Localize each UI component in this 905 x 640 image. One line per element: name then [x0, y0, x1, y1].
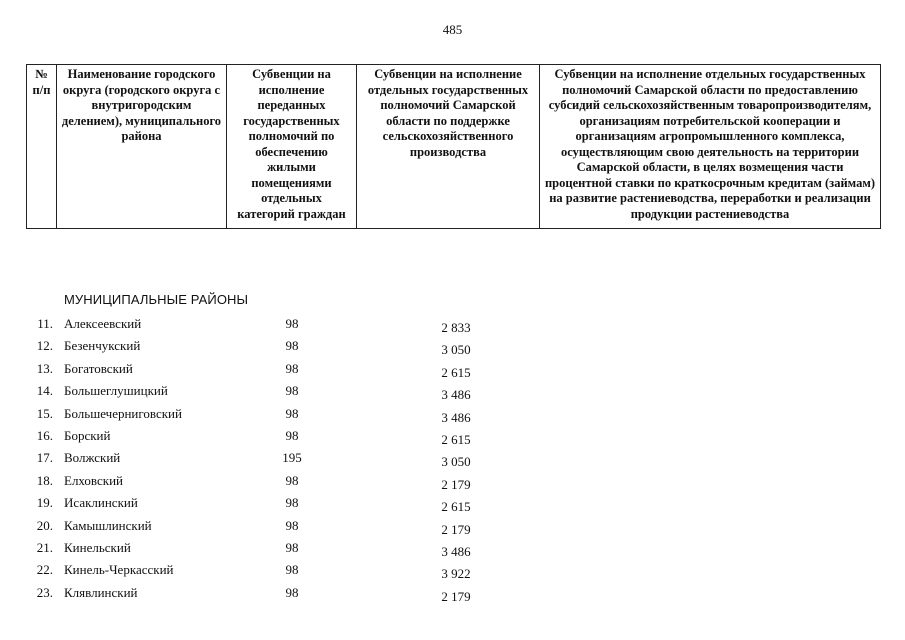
row-number: 21. — [36, 539, 53, 555]
row-name: Волжский — [64, 450, 121, 466]
row-agriculture-value: 2 833 — [441, 320, 471, 335]
row-housing-value: 98 — [285, 383, 299, 399]
section-title: МУНИЦИПАЛЬНЫЕ РАЙОНЫ — [64, 292, 249, 307]
table-row — [26, 582, 886, 604]
row-housing-value: 98 — [285, 495, 299, 511]
row-housing-value: 98 — [285, 316, 299, 331]
row-number: 17. — [36, 450, 53, 466]
row-name: Безенчукский — [64, 338, 141, 354]
table-row — [26, 358, 886, 380]
row-name: Камышлинский — [64, 517, 152, 533]
row-number: 22. — [36, 562, 53, 578]
row-agriculture-value: 2 179 — [441, 521, 471, 537]
row-housing-value: 98 — [285, 472, 299, 488]
row-number: 16. — [36, 427, 53, 443]
row-housing-value: 98 — [285, 427, 299, 443]
row-agriculture-value: 3 922 — [441, 566, 471, 582]
table-row — [26, 313, 886, 335]
row-agriculture-value: 3 486 — [441, 543, 471, 559]
row-agriculture-value: 2 615 — [441, 499, 471, 515]
row-agriculture-value: 2 615 — [441, 431, 471, 447]
row-name: Клявлинский — [64, 584, 138, 600]
row-number: 12. — [36, 338, 53, 354]
page-number: 485 — [442, 22, 463, 37]
table-row — [26, 515, 886, 537]
table-row — [26, 335, 886, 357]
table-row — [26, 537, 886, 559]
row-agriculture-value: 2 179 — [441, 588, 471, 604]
table-row — [26, 470, 886, 492]
table-row — [26, 425, 886, 447]
row-name: Борский — [64, 427, 111, 443]
row-number: 11. — [37, 316, 53, 331]
row-number: 23. — [36, 584, 53, 600]
row-number: 13. — [36, 360, 53, 376]
table-row — [26, 447, 886, 469]
row-housing-value: 195 — [282, 450, 302, 466]
column-header-name: Наименование городского округа (городского округа с внутригородским делением), муниципального района — [57, 65, 227, 229]
row-agriculture-value: 2 179 — [441, 476, 471, 492]
column-header-interest-subsidy: Субвенции на исполнение отдельных государственных полномочий Самарской области по предоставлению субсидий сельскохозяйственным товаропроизводителям, организациям потребительской кооперации и организациям агропромышленного комплекса, осуществляющим свою деятельность на территории Самарской области, в целях возмещения части процентной ставки по краткосрочным кредитам (займам) на развитие растениеводства, переработки и реализации продукции растениеводства — [540, 65, 881, 229]
row-name: Исаклинский — [64, 495, 138, 511]
row-housing-value: 98 — [285, 584, 299, 600]
table-body — [26, 313, 886, 604]
column-header-housing-subvention: Субвенции на исполнение переданных государственных полномочий по обеспечению жилыми помещениями отдельных категорий граждан — [227, 65, 357, 229]
row-name: Кинель-Черкасский — [64, 562, 174, 578]
row-housing-value: 98 — [285, 517, 299, 533]
row-number: 14. — [36, 383, 53, 399]
row-agriculture-value: 3 486 — [441, 409, 471, 425]
row-name: Алексеевский — [64, 316, 142, 331]
row-name: Кинельский — [64, 539, 131, 555]
row-housing-value: 98 — [285, 360, 299, 376]
row-agriculture-value: 3 486 — [441, 387, 471, 403]
row-housing-value: 98 — [285, 562, 299, 578]
table-row — [26, 492, 886, 514]
row-agriculture-value: 3 050 — [441, 342, 471, 358]
table-row — [26, 559, 886, 581]
column-header-agriculture-subvention: Субвенции на исполнение отдельных государственных полномочий Самарской области по поддержке сельскохозяйственного производства — [357, 65, 540, 229]
row-agriculture-value: 2 615 — [441, 364, 471, 380]
row-number: 20. — [36, 517, 53, 533]
row-housing-value: 98 — [285, 405, 299, 421]
row-housing-value: 98 — [285, 539, 299, 555]
row-name: Большечерниговский — [64, 405, 182, 421]
row-name: Богатовский — [64, 360, 133, 376]
table-row — [26, 380, 886, 402]
row-number: 15. — [36, 405, 53, 421]
column-header-number: № п/п — [27, 65, 57, 229]
row-number: 18. — [36, 472, 53, 488]
row-agriculture-value: 3 050 — [441, 454, 471, 470]
table-header — [26, 64, 881, 229]
row-number: 19. — [36, 495, 53, 511]
row-name: Большеглушицкий — [64, 383, 168, 399]
row-housing-value: 98 — [285, 338, 299, 354]
row-name: Елховский — [64, 472, 123, 488]
table-row — [26, 403, 886, 425]
